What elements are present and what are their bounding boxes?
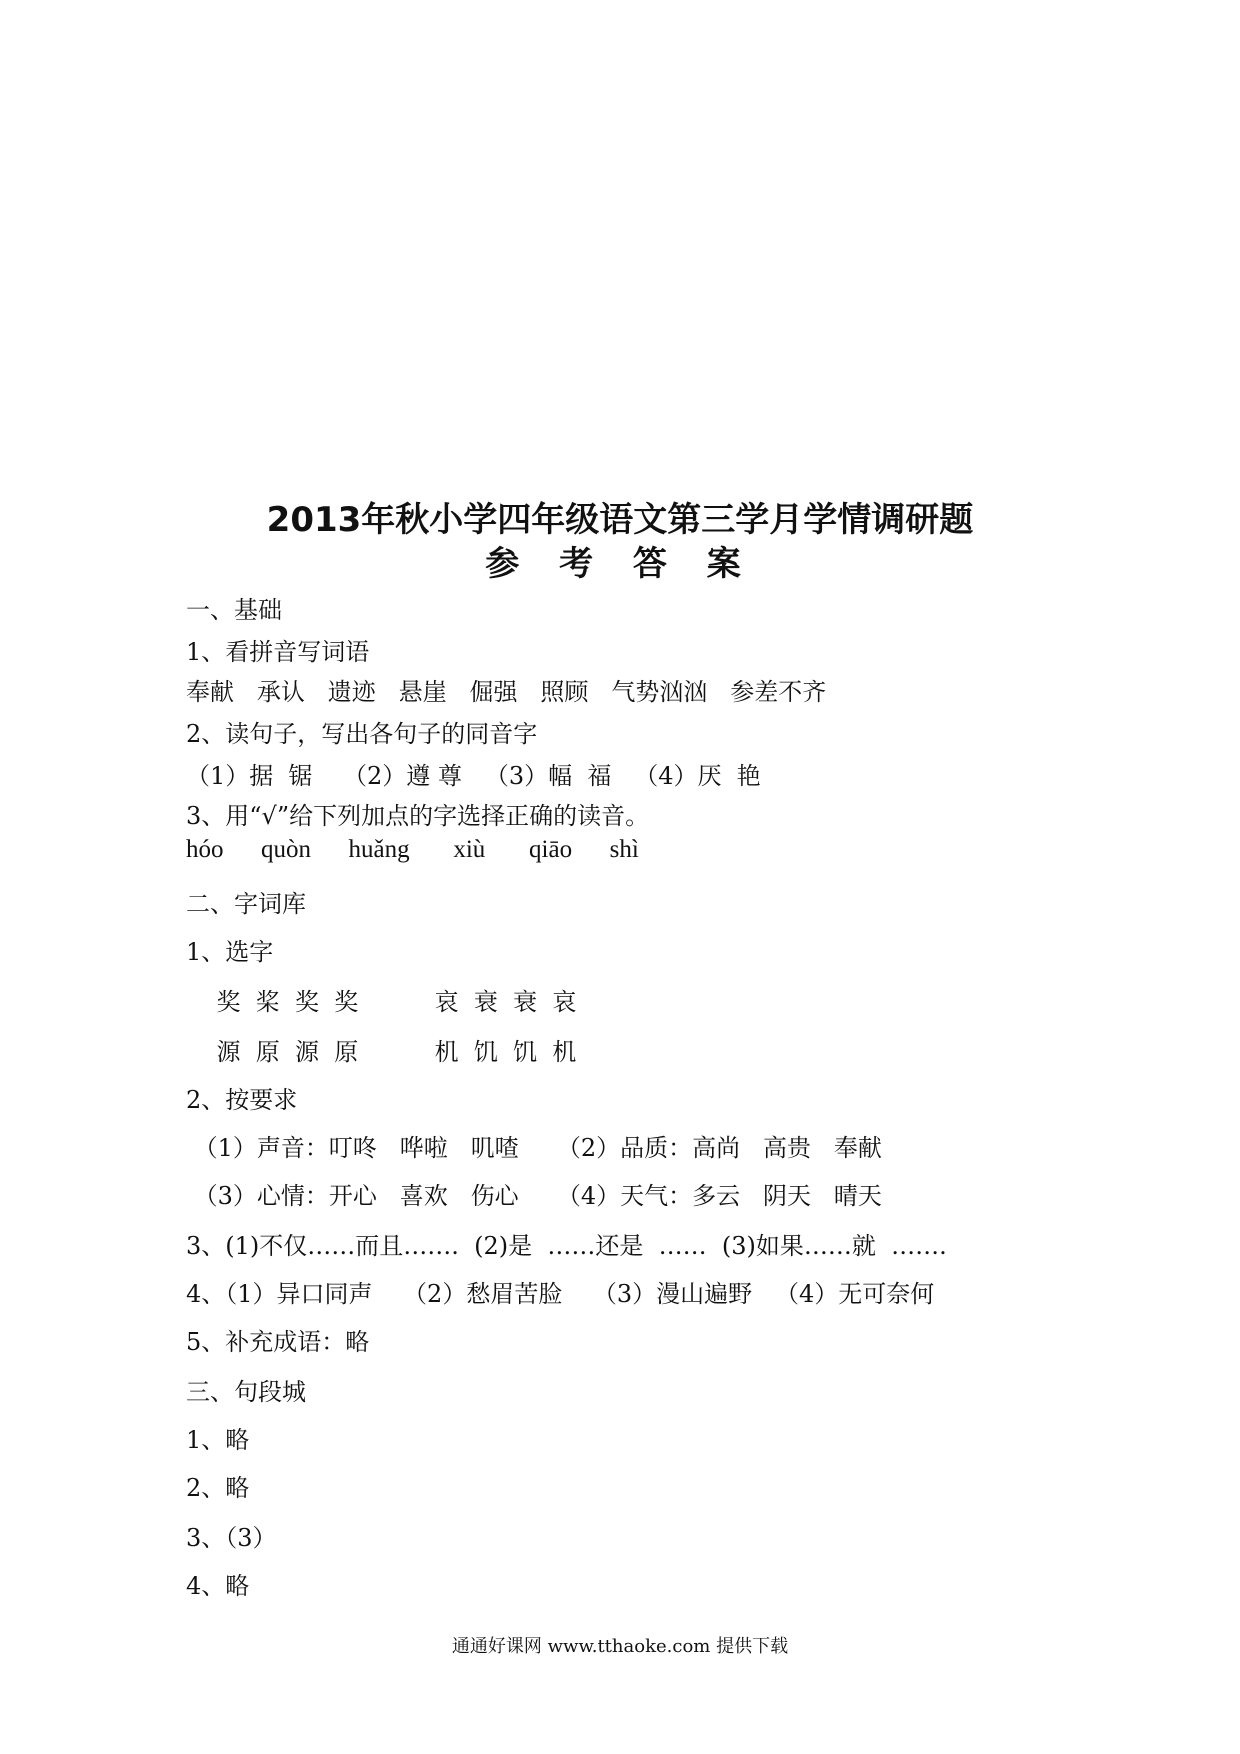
answer-line: 2、略: [186, 1474, 250, 1502]
document-subtitle: 参 考 答 案: [485, 544, 755, 584]
answer-line: （1）据 锯 （2）遵 尊 （3）幅 福 （4）厌 艳: [186, 762, 761, 790]
question-line: 1、看拼音写词语: [186, 638, 370, 666]
pinyin-answer-line: hóo quòn huǎng xiù qiāo shì: [186, 836, 639, 863]
answer-line: 奖 桨 奖 奖 哀 衰 衰 哀: [186, 988, 577, 1016]
answer-line: 3、（3）: [186, 1524, 277, 1552]
answer-line: 4、（1）异口同声 （2）愁眉苦脸 （3）漫山遍野 （4）无可奈何: [186, 1280, 935, 1308]
question-line: 3、用“√”给下列加点的字选择正确的读音。: [186, 802, 650, 830]
section-heading: 三、句段城: [186, 1378, 306, 1406]
answer-line: （1）声音：叮咚 哗啦 叽喳 （2）品质：高尚 高贵 奉献: [186, 1134, 882, 1162]
question-line: 2、按要求: [186, 1086, 298, 1114]
answer-line: 4、略: [186, 1572, 250, 1600]
document-title: 2013年秋小学四年级语文第三学月学情调研题: [266, 500, 974, 540]
answer-line: 源 原 源 原 机 饥 饥 机: [186, 1038, 577, 1066]
answer-line: 3、(1)不仅……而且……. (2)是 ……还是 …… (3)如果……就 …….: [186, 1232, 947, 1260]
answer-line: 1、略: [186, 1426, 250, 1454]
answer-line: 5、补充成语：略: [186, 1328, 370, 1356]
question-line: 1、选字: [186, 938, 274, 966]
footer-text: 通通好课网 www.tthaoke.com 提供下载: [451, 1636, 789, 1657]
answer-line: 奉献 承认 遗迹 悬崖 倔强 照顾 气势汹汹 参差不齐: [186, 678, 827, 706]
question-line: 2、读句子，写出各句子的同音字: [186, 720, 538, 748]
answer-line: （3）心情：开心 喜欢 伤心 （4）天气：多云 阴天 晴天: [186, 1182, 882, 1210]
section-heading: 一、基础: [186, 596, 282, 624]
section-heading: 二、字词库: [186, 890, 306, 918]
